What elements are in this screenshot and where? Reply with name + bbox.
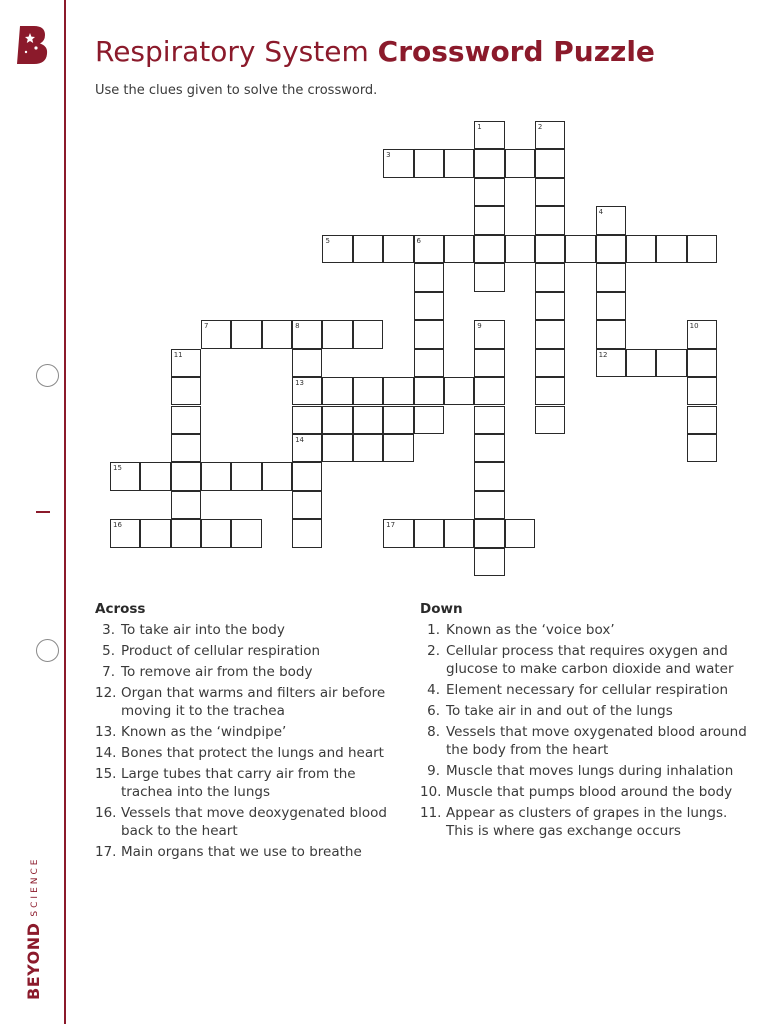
clue-text: Known as the ‘windpipe’ bbox=[121, 724, 287, 740]
clue-text: Organ that warms and filters air before moving it to the trachea bbox=[121, 685, 386, 719]
clue-number: 14. bbox=[95, 745, 117, 761]
brand-wordmark bbox=[24, 857, 43, 1000]
clue-text: Product of cellular respiration bbox=[121, 643, 321, 659]
grid-cell[interactable] bbox=[474, 206, 504, 234]
cell-number: 2 bbox=[537, 123, 543, 131]
clue-item bbox=[420, 762, 750, 780]
cell-number: 14 bbox=[295, 435, 305, 444]
grid-cell[interactable] bbox=[505, 235, 535, 263]
clue-text: Vessels that move oxygenated blood around the body from the heart bbox=[446, 724, 747, 758]
grid-cell[interactable] bbox=[444, 235, 474, 263]
grid-cell[interactable] bbox=[292, 377, 322, 405]
grid-cell[interactable] bbox=[140, 519, 170, 547]
grid-cell[interactable] bbox=[383, 406, 413, 434]
grid-cell[interactable] bbox=[535, 320, 565, 348]
grid-cell[interactable] bbox=[414, 519, 444, 547]
clue-text: To take air in and out of the lungs bbox=[446, 703, 673, 719]
clue-item bbox=[420, 783, 750, 801]
grid-cell[interactable] bbox=[292, 349, 322, 377]
cell-number: 4 bbox=[598, 208, 604, 217]
grid-cell[interactable] bbox=[535, 235, 565, 263]
instructions: Use the clues given to solve the crossword. bbox=[95, 83, 378, 98]
clue-item bbox=[95, 765, 395, 801]
grid-cell[interactable] bbox=[474, 149, 504, 177]
clue-number: 9. bbox=[427, 763, 440, 779]
grid-cell[interactable] bbox=[292, 434, 322, 462]
grid-cell[interactable] bbox=[231, 320, 261, 348]
grid-cell[interactable] bbox=[292, 462, 322, 490]
clue-number: 11. bbox=[420, 805, 442, 821]
grid-cell[interactable] bbox=[322, 434, 352, 462]
grid-cell[interactable] bbox=[687, 377, 717, 405]
cell-number: 6 bbox=[416, 236, 421, 245]
margin-line bbox=[64, 0, 66, 1024]
beyond-logo bbox=[14, 24, 50, 66]
clue-text: Known as the ‘voice box’ bbox=[446, 622, 615, 638]
grid-cell[interactable] bbox=[414, 406, 444, 434]
down-clues bbox=[420, 621, 750, 843]
clue-item bbox=[95, 642, 395, 660]
clue-item bbox=[95, 843, 395, 861]
grid-cell[interactable] bbox=[414, 349, 444, 377]
grid-cell[interactable] bbox=[656, 349, 686, 377]
grid-cell[interactable] bbox=[414, 320, 444, 348]
grid-cell[interactable] bbox=[535, 149, 565, 177]
grid-cell[interactable] bbox=[596, 292, 626, 320]
grid-cell[interactable] bbox=[353, 320, 383, 348]
cell-number: 1 bbox=[477, 123, 482, 131]
cell-number: 15 bbox=[113, 464, 122, 473]
grid-cell[interactable] bbox=[383, 519, 413, 547]
grid-cell[interactable] bbox=[231, 462, 261, 490]
clue-number: 3. bbox=[102, 622, 115, 638]
grid-cell[interactable] bbox=[565, 235, 595, 263]
cell-number: 3 bbox=[386, 151, 391, 160]
grid-cell[interactable] bbox=[535, 263, 565, 291]
grid-cell[interactable] bbox=[656, 235, 686, 263]
grid-cell[interactable] bbox=[414, 149, 444, 177]
grid-cell[interactable] bbox=[474, 263, 504, 291]
grid-cell[interactable] bbox=[322, 235, 352, 263]
grid-cell[interactable] bbox=[474, 548, 504, 576]
grid-cell[interactable] bbox=[687, 235, 717, 263]
grid-cell[interactable] bbox=[383, 434, 413, 462]
grid-cell[interactable] bbox=[444, 149, 474, 177]
grid-cell[interactable] bbox=[292, 491, 322, 519]
grid-cell[interactable] bbox=[171, 491, 201, 519]
cell-number: 10 bbox=[689, 322, 699, 331]
grid-cell[interactable] bbox=[535, 178, 565, 206]
grid-cell[interactable] bbox=[474, 121, 504, 149]
grid-cell[interactable] bbox=[474, 519, 504, 547]
grid-cell[interactable] bbox=[474, 349, 504, 377]
binder-hole bbox=[36, 639, 59, 662]
clue-text: To remove air from the body bbox=[121, 664, 313, 680]
grid-cell[interactable] bbox=[201, 519, 231, 547]
grid-cell[interactable] bbox=[535, 206, 565, 234]
grid-cell[interactable] bbox=[687, 434, 717, 462]
clue-item bbox=[95, 684, 395, 720]
grid-cell[interactable] bbox=[262, 462, 292, 490]
grid-cell[interactable] bbox=[474, 406, 504, 434]
clue-text: Main organs that we use to breathe bbox=[121, 844, 362, 860]
grid-cell[interactable] bbox=[231, 519, 261, 547]
cell-number: 8 bbox=[295, 322, 300, 331]
clue-item bbox=[420, 681, 750, 699]
grid-cell[interactable] bbox=[201, 462, 231, 490]
grid-cell[interactable] bbox=[383, 235, 413, 263]
grid-cell[interactable] bbox=[383, 149, 413, 177]
grid-cell[interactable] bbox=[110, 462, 140, 490]
grid-cell[interactable] bbox=[322, 320, 352, 348]
grid-cell[interactable] bbox=[353, 434, 383, 462]
grid-cell[interactable] bbox=[535, 121, 565, 149]
clue-text: Bones that protect the lungs and heart bbox=[121, 745, 384, 761]
clue-item bbox=[420, 702, 750, 720]
brand-name: BEYOND bbox=[24, 922, 43, 1000]
clue-number: 17. bbox=[95, 844, 117, 860]
grid-cell[interactable] bbox=[171, 519, 201, 547]
clue-number: 1. bbox=[427, 622, 440, 638]
cell-number: 9 bbox=[477, 322, 482, 331]
grid-cell[interactable] bbox=[474, 235, 504, 263]
brand-sub: SCIENCE bbox=[30, 856, 40, 917]
across-clues bbox=[95, 621, 395, 864]
cell-number: 5 bbox=[325, 236, 330, 245]
grid-cell[interactable] bbox=[171, 434, 201, 462]
across-heading: Across bbox=[95, 601, 146, 617]
binder-hole bbox=[36, 364, 59, 387]
clue-number: 15. bbox=[95, 766, 117, 782]
grid-cell[interactable] bbox=[535, 292, 565, 320]
grid-cell[interactable] bbox=[626, 349, 656, 377]
clue-text: Cellular process that requires oxygen and glucose to make carbon dioxide and water bbox=[446, 643, 734, 677]
grid-cell[interactable] bbox=[171, 377, 201, 405]
grid-cell[interactable] bbox=[535, 406, 565, 434]
clue-item bbox=[420, 642, 750, 678]
clue-text: To take air into the body bbox=[121, 622, 285, 638]
grid-cell[interactable] bbox=[474, 320, 504, 348]
grid-cell[interactable] bbox=[474, 434, 504, 462]
grid-cell[interactable] bbox=[414, 377, 444, 405]
title-regular: Respiratory System bbox=[95, 35, 369, 68]
grid-cell[interactable] bbox=[474, 491, 504, 519]
grid-cell[interactable] bbox=[110, 519, 140, 547]
grid-cell[interactable] bbox=[322, 377, 352, 405]
clue-number: 7. bbox=[102, 664, 115, 680]
clue-number: 16. bbox=[95, 805, 117, 821]
grid-cell[interactable] bbox=[474, 178, 504, 206]
grid-cell[interactable] bbox=[687, 349, 717, 377]
grid-cell[interactable] bbox=[596, 206, 626, 234]
grid-cell[interactable] bbox=[414, 235, 444, 263]
grid-cell[interactable] bbox=[171, 406, 201, 434]
grid-cell[interactable] bbox=[596, 235, 626, 263]
title-bold: Crossword Puzzle bbox=[377, 35, 655, 68]
grid-cell[interactable] bbox=[322, 406, 352, 434]
grid-cell[interactable] bbox=[383, 377, 413, 405]
clue-item bbox=[420, 621, 750, 639]
clue-item bbox=[95, 621, 395, 639]
clue-number: 4. bbox=[427, 682, 440, 698]
clue-item bbox=[95, 723, 395, 741]
clue-text: Element necessary for cellular respiration bbox=[446, 682, 729, 698]
clue-number: 13. bbox=[95, 724, 117, 740]
page-title bbox=[95, 35, 655, 68]
cell-number: 7 bbox=[204, 322, 209, 331]
grid-cell[interactable] bbox=[444, 519, 474, 547]
clue-number: 2. bbox=[427, 643, 440, 659]
grid-cell[interactable] bbox=[626, 235, 656, 263]
grid-cell[interactable] bbox=[687, 406, 717, 434]
grid-cell[interactable] bbox=[687, 320, 717, 348]
grid-cell[interactable] bbox=[474, 377, 504, 405]
clue-item bbox=[95, 663, 395, 681]
cell-number: 13 bbox=[295, 379, 305, 388]
clue-item bbox=[95, 804, 395, 840]
grid-cell[interactable] bbox=[535, 349, 565, 377]
clue-number: 12. bbox=[95, 685, 117, 701]
clue-text: Vessels that move deoxygenated blood back to the heart bbox=[121, 805, 387, 839]
grid-cell[interactable] bbox=[353, 235, 383, 263]
cell-number: 12 bbox=[598, 350, 608, 359]
grid-cell[interactable] bbox=[505, 149, 535, 177]
clue-text: Muscle that moves lungs during inhalation bbox=[446, 763, 734, 779]
grid-cell[interactable] bbox=[353, 377, 383, 405]
grid-cell[interactable] bbox=[474, 462, 504, 490]
clue-text: Appear as clusters of grapes in the lungs. This is where gas exchange occurs bbox=[446, 805, 728, 839]
grid-cell[interactable] bbox=[292, 320, 322, 348]
cell-number: 11 bbox=[173, 350, 183, 359]
clue-item bbox=[420, 804, 750, 840]
margin-tick bbox=[36, 511, 50, 513]
grid-cell[interactable] bbox=[444, 377, 474, 405]
grid-cell[interactable] bbox=[414, 292, 444, 320]
cell-number: 17 bbox=[386, 521, 396, 530]
clue-item bbox=[420, 723, 750, 759]
grid-cell[interactable] bbox=[596, 263, 626, 291]
grid-cell[interactable] bbox=[201, 320, 231, 348]
grid-cell[interactable] bbox=[140, 462, 170, 490]
grid-cell[interactable] bbox=[535, 377, 565, 405]
grid-cell[interactable] bbox=[353, 406, 383, 434]
clue-item bbox=[95, 744, 395, 762]
grid-cell[interactable] bbox=[292, 406, 322, 434]
down-heading: Down bbox=[420, 601, 463, 617]
grid-cell[interactable] bbox=[262, 320, 292, 348]
grid-cell[interactable] bbox=[171, 462, 201, 490]
cell-number: 16 bbox=[113, 521, 122, 530]
grid-cell[interactable] bbox=[596, 349, 626, 377]
clue-number: 6. bbox=[427, 703, 440, 719]
grid-cell[interactable] bbox=[171, 349, 201, 377]
grid-cell[interactable] bbox=[596, 320, 626, 348]
clue-text: Large tubes that carry air from the trachea into the lungs bbox=[121, 766, 356, 800]
clue-number: 5. bbox=[102, 643, 115, 659]
grid-cell[interactable] bbox=[414, 263, 444, 291]
clue-number: 8. bbox=[427, 724, 440, 740]
clue-text: Muscle that pumps blood around the body bbox=[446, 784, 733, 800]
clue-number: 10. bbox=[420, 784, 442, 800]
grid-cell[interactable] bbox=[505, 519, 535, 547]
grid-cell[interactable] bbox=[292, 519, 322, 547]
